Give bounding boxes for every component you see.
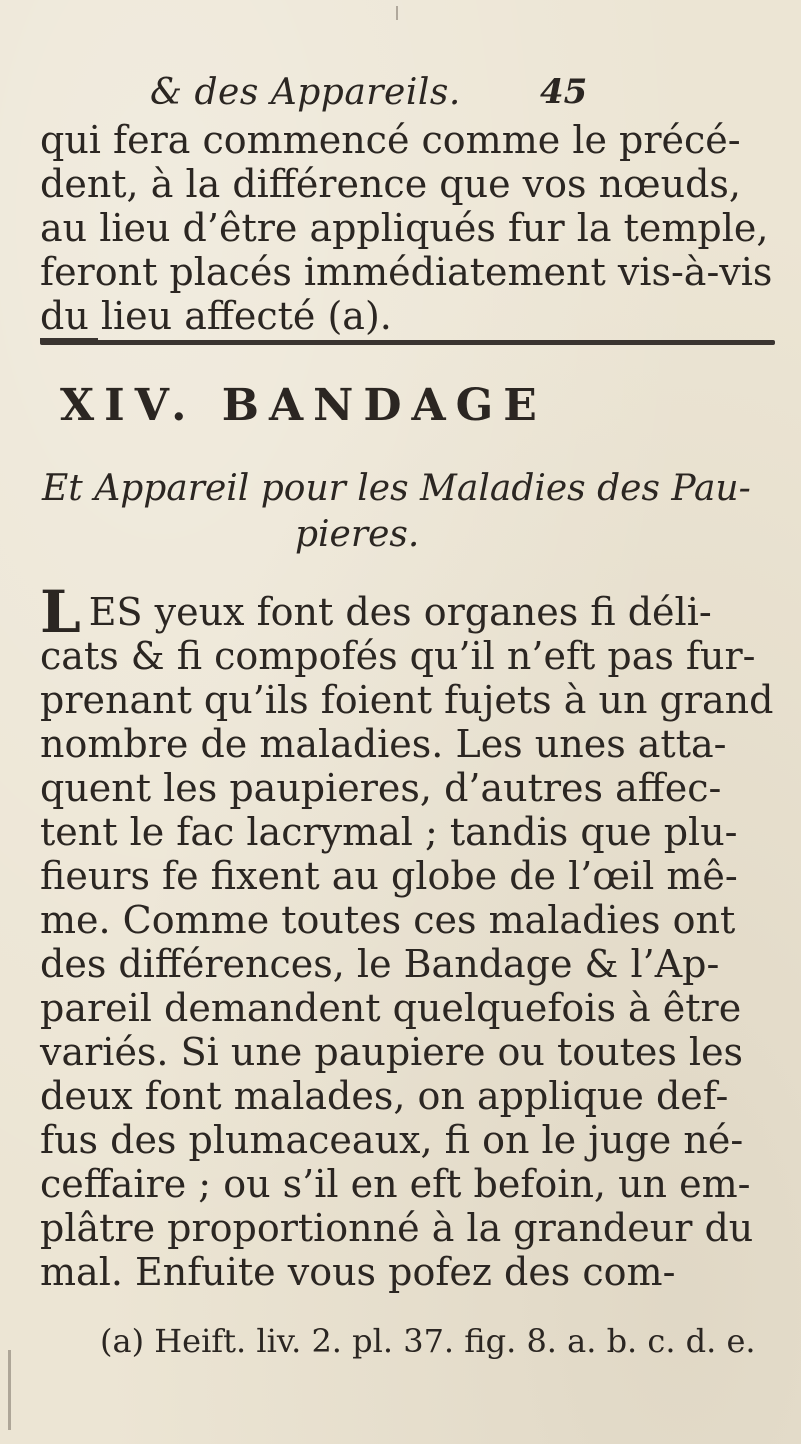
section-heading: XIV. BANDAGE [60,380,547,431]
text-line: tent le fac lacrymal ; tandis que plu- [40,810,738,854]
page-number: 45 [540,72,588,112]
drop-cap: L [40,578,81,646]
section-subtitle-continued: pieres. [295,514,420,555]
section-divider [40,340,775,345]
text-line: qui fera commencé comme le précé- [40,118,741,162]
text-line: feront placés immédiatement vis-à-vis [40,250,773,294]
text-line: variés. Si une paupiere ou toutes les [40,1030,744,1074]
text-line: quent les paupieres, d’autres affec- [40,766,722,810]
ink-mark [396,6,398,20]
continuation-text [40,118,780,338]
running-title: & des Appareils. [150,72,461,113]
running-head [0,72,801,112]
footnote: (a) Heift. liv. 2. pl. 37. fig. 8. a. b. c. d. e. [100,1322,756,1360]
first-line-text: ES yeux font des organes fi déli- [88,590,712,634]
text-line: mal. Enfuite vous pofez des com- [40,1250,676,1294]
text-line: cats & fi compofés qu’il n’eft pas fur- [40,634,756,678]
main-paragraph [40,578,780,1294]
text-line: me. Comme toutes ces maladies ont [40,898,736,942]
text-line: ceffaire ; ou s’il en eft befoin, un em- [40,1162,751,1206]
text-line: pareil demandent quelquefois à être [40,986,742,1030]
paragraph-first-line [40,578,780,646]
text-line: nombre de maladies. Les unes atta- [40,722,727,766]
text-line: au lieu d’être appliqués fur la temple, [40,206,769,250]
text-line: fus des plumaceaux, fi on le juge né- [40,1118,744,1162]
binding-shadow [8,1350,11,1430]
text-line: deux font malades, on applique def- [40,1074,729,1118]
text-line: du lieu affecté (a). [40,294,392,338]
text-line: des différences, le Bandage & l’Ap- [40,942,720,986]
text-line: dent, à la différence que vos nœuds, [40,162,741,206]
text-line: prenant qu’ils foient fujets à un grand [40,678,774,722]
section-subtitle: Et Appareil pour les Maladies des Pau- [42,468,751,509]
text-line: plâtre proportionné à la grandeur du [40,1206,754,1250]
text-line: fieurs fe fixent au globe de l’œil mê- [40,854,738,898]
